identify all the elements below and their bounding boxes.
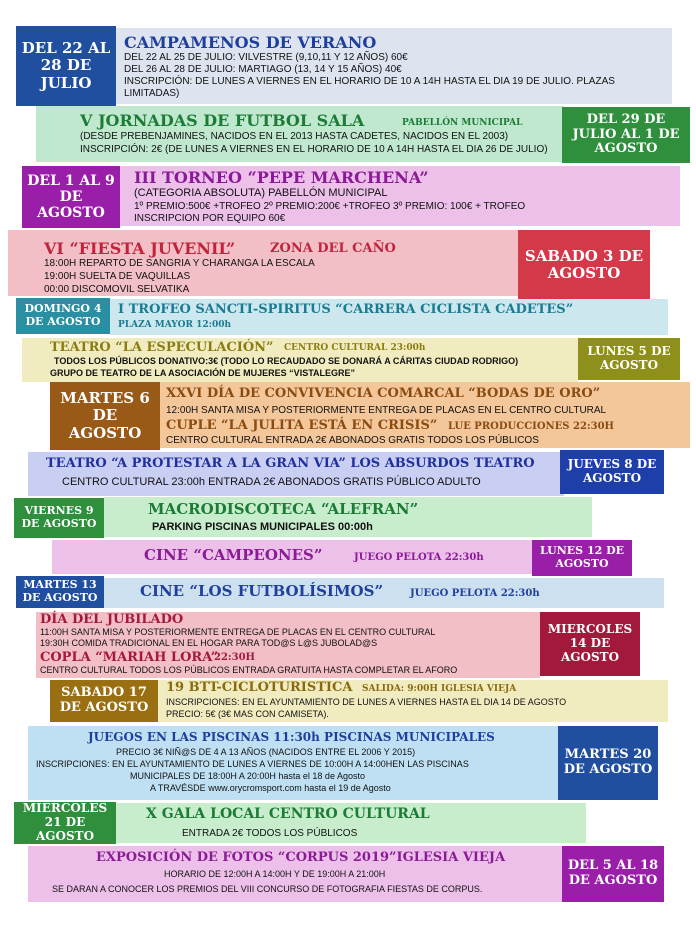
event-subtitle2-convivencia: LUE PRODUCCIONES 22:30H (448, 421, 614, 432)
event-title-protestar: TEATRO “A PROTESTAR A LA GRAN VIA” LOS ABSURDOS TEATRO (46, 456, 535, 471)
event-line: SE DARAN A CONOCER LOS PREMIOS DEL VIII CONCURSO DE FOTOGRAFIA FIESTAS DE CORPUS. (52, 884, 483, 894)
event-line: GRUPO DE TEATRO DE LA ASOCIACIÓN DE MUJERES “VISTALEGRE” (50, 368, 356, 378)
event-title2-jubilado: COPLA “MARIAH LORA” (40, 650, 219, 665)
event-date-campamentos: DEL 22 AL 28 DE JULIO (16, 26, 116, 106)
event-line: 00:00 DISCOMOVIL SELVATIKA (44, 284, 190, 295)
event-title-gala: X GALA LOCAL CENTRO CULTURAL (146, 806, 430, 822)
event-title-campeones: CINE “CAMPEONES” (144, 546, 323, 564)
event-line: (CATEGORIA ABSOLUTA) PABELLÓN MUNICIPAL (134, 187, 388, 199)
event-line: CENTRO CULTURAL TODOS LOS PÚBLICOS ENTRADA GRATUITA HASTA COMPLETAR EL AFORO (40, 665, 458, 675)
event-title-fiesta-juvenil: VI “FIESTA JUVENIL” (44, 239, 236, 258)
event-line: PRECIO: 5€ (3€ MAS CON CAMISETA). (166, 709, 329, 719)
event-line: A TRAVÉSDE www.orycromsport.com hasta el 19 de Agosto (150, 783, 391, 793)
event-line: ENTRADA 2€ TODOS LOS PÚBLICOS (182, 828, 358, 839)
event-line: INSCRIPCIÓN: 2€ (DE LUNES A VIERNES EN EL HORARIO DE 10 A 14H HASTA EL DIA 26 DE JULIO) (80, 144, 548, 155)
event-date-futbol-sala: DEL 29 DE JULIO AL 1 DE AGOSTO (562, 107, 690, 163)
event-title-especulacion: TEATRO “LA ESPECULACIÓN” (50, 340, 274, 355)
event-title-macrodiscoteca: MACRODISCOTECA “ALEFRAN” (148, 500, 419, 518)
event-line: DEL 22 AL 25 DE JULIO: VILVESTRE (9,10,11 Y 12 AÑOS) 60€ (124, 52, 408, 63)
event-title-torneo: III TORNEO “PEPE MARCHENA” (134, 168, 429, 187)
event-subtitle-especulacion: CENTRO CULTURAL 23:00h (284, 343, 426, 353)
event-title-exposicion: EXPOSICIÓN DE FOTOS “CORPUS 2019”IGLESIA VIEJA (96, 850, 506, 865)
event-date-protestar: JUEVES 8 DE AGOSTO (560, 450, 664, 494)
event-line: LIMITADAS) (124, 88, 180, 99)
event-title-futbolisimos: CINE “LOS FUTBOLÍSIMOS” (140, 582, 384, 600)
event-title-piscinas: JUEGOS EN LAS PISCINAS 11:30h PISCINAS MUNICIPALES (88, 730, 495, 744)
event-title-jubilado: DÍA DEL JUBILADO (40, 612, 184, 627)
event-subtitle2-jubilado: 22:30H (214, 652, 255, 663)
event-line: TODOS LOS PÚBLICOS DONATIVO:3€ (TODO LO RECAUDADO SE DONARÁ A CÁRITAS CIUDAD RODRIGO) (54, 356, 519, 366)
event-subtitle-btt: SALIDA: 9:00H IGLESIA VIEJA (362, 684, 517, 694)
event-line: (DESDE PREBENJAMINES, NACIDOS EN EL 2013 HASTA CADETES, NACIDOS EN EL 2003) (80, 131, 509, 142)
event-date-macrodiscoteca: VIERNES 9 DE AGOSTO (14, 498, 104, 538)
event-line: PRECIO 3€ NIÑ@S DE 4 A 13 AÑOS (NACIDOS ENTRE EL 2006 Y 2015) (116, 747, 416, 757)
event-line: MUNICIPALES DE 18:00H A 20:00H hasta el 18 de Agosto (130, 771, 365, 781)
event-line: INSCRIPCIONES: EN EL AYUNTAMIENTO DE LUNES A VIERNES HASTA EL DIA 14 DE AGOSTO (166, 697, 567, 707)
event-date-fiesta-juvenil: SABADO 3 DE AGOSTO (518, 230, 650, 300)
event-subtitle-fiesta-juvenil: ZONA DEL CAÑO (270, 241, 396, 256)
event-line: PARKING PISCINAS MUNICIPALES 00:00h (152, 521, 373, 533)
event-title-carrera: I TROFEO SANCTI-SPIRITUS “CARRERA CICLISTA CADETES” (118, 302, 574, 317)
event-date-exposicion: DEL 5 AL 18 DE AGOSTO (562, 846, 664, 902)
event-date-especulacion: LUNES 5 DE AGOSTO (578, 338, 680, 380)
event-date-torneo: DEL 1 AL 9 DE AGOSTO (22, 166, 120, 228)
event-line: INSCRIPCIONES: EN EL AYUNTAMIENTO DE LUNES A VIERNES DE 10:00H A 14:00HEN LAS PISCINAS (36, 759, 469, 769)
event-line: HORARIO DE 12:00H A 14:00H Y DE 19:00H A 21:00H (164, 869, 386, 879)
event-line: 19:30H COMIDA TRADICIONAL EN EL HOGAR PARA TOD@S L@S JUBOLAD@S (40, 638, 378, 648)
event-subtitle-futbol-sala: PABELLÓN MUNICIPAL (402, 118, 523, 128)
event-line: INSCRIPCION POR EQUIPO 60€ (134, 213, 286, 224)
event-subtitle-futbolisimos: JUEGO PELOTA 22:30h (410, 588, 540, 599)
event-date-campeones: LUNES 12 DE AGOSTO (532, 540, 632, 576)
event-date-gala: MIERCOLES 21 DE AGOSTO (14, 802, 116, 844)
event-date-futbolisimos: MARTES 13 DE AGOSTO (16, 576, 104, 608)
event-date-carrera: DOMINGO 4 DE AGOSTO (16, 298, 110, 334)
event-date-jubilado: MIERCOLES 14 DE AGOSTO (540, 612, 640, 676)
event-line: CENTRO CULTURAL 23:00h ENTRADA 2€ ABONADOS GRATIS PÚBLICO ADULTO (62, 476, 481, 488)
event-title2-convivencia: CUPLE “LA JULITA ESTÁ EN CRISIS” (166, 418, 438, 433)
event-subtitle-carrera: PLAZA MAYOR 12:00h (118, 320, 232, 330)
event-line: 12:00H SANTA MISA Y POSTERIORMENTE ENTREGA DE PLACAS EN EL CENTRO CULTURAL (166, 405, 607, 416)
event-line: DEL 26 AL 28 DE JULIO: MARTIAGO (13, 14 Y 15 AÑOS) 40€ (124, 64, 402, 75)
event-line: INSCRIPCIÓN: DE LUNES A VIERNES EN EL HORARIO DE 10 A 14H HASTA EL DIA 19 DE JULIO. PLAZAS (124, 76, 615, 87)
event-subtitle-campeones: JUEGO PELOTA 22:30h (354, 552, 484, 563)
event-line: 11:00H SANTA MISA Y POSTERIORMENTE ENTREGA DE PLACAS EN EL CENTRO CULTURAL (40, 627, 436, 637)
event-line: CENTRO CULTURAL ENTRADA 2€ ABONADOS GRATIS TODOS LOS PÚBLICOS (166, 435, 539, 446)
event-title-futbol-sala: V JORNADAS DE FUTBOL SALA (80, 111, 365, 130)
event-date-btt: SABADO 17 DE AGOSTO (50, 680, 158, 722)
event-title-btt: 19 BTT-CICLOTURISTICA (166, 680, 353, 695)
event-date-convivencia: MARTES 6 DE AGOSTO (50, 382, 160, 450)
event-line: 19:00H SUELTA DE VAQUILLAS (44, 271, 191, 282)
event-title-campamentos: CAMPAMENOS DE VERANO (124, 33, 377, 52)
event-line: 1º PREMIO:500€ +TROFEO 2º PREMIO:200€ +TROFEO 3º PREMIO: 100€ + TROFEO (134, 201, 526, 212)
event-date-piscinas: MARTES 20 DE AGOSTO (558, 726, 658, 800)
event-title-convivencia: XXVI DÍA DE CONVIVENCIA COMARCAL “BODAS DE ORO” (166, 386, 601, 401)
event-line: 18:00H REPARTO DE SANGRIA Y CHARANGA LA ESCALA (44, 258, 315, 269)
